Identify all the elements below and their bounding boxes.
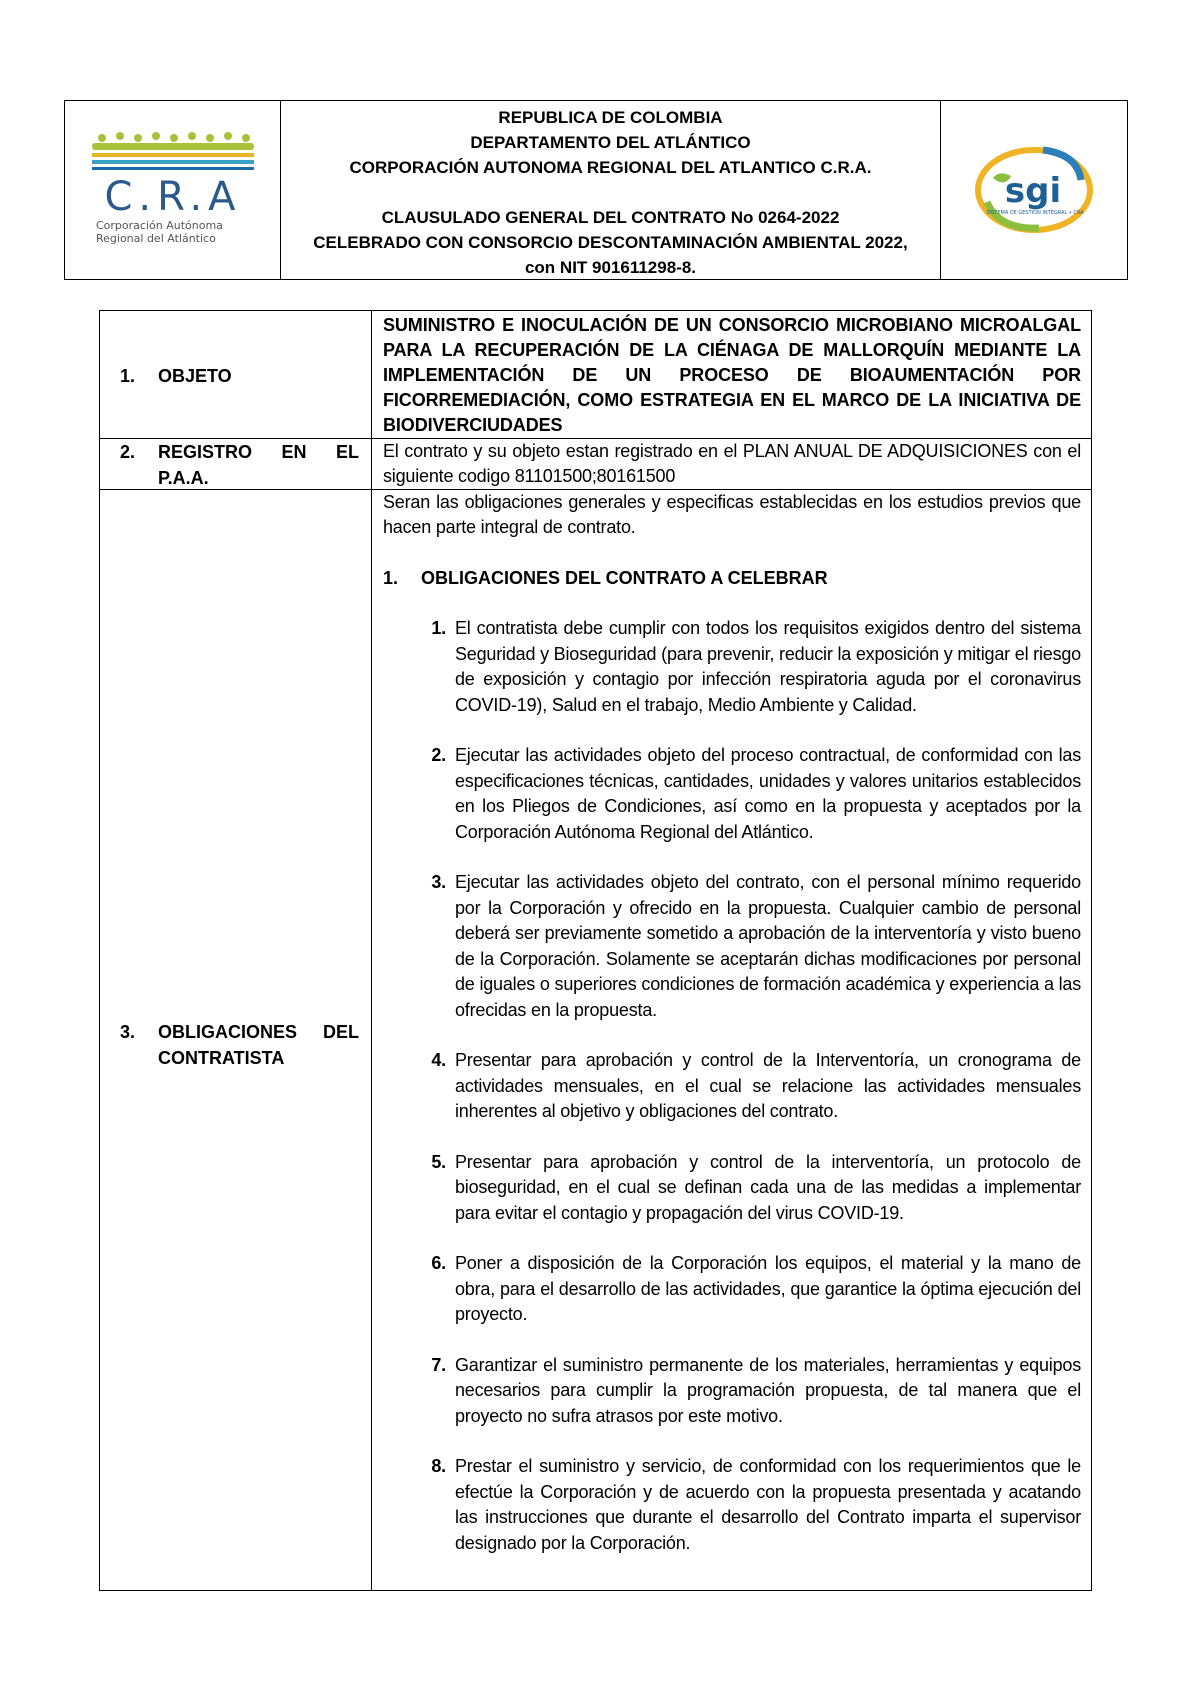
sgi-logo [969,140,1099,240]
header-contract-line-3: con NIT 901611298-8. [524,258,697,277]
header-title-block [281,101,941,279]
obligation-text: Ejecutar las actividades objeto del contrato, con el personal mínimo requerido por la Corporación y ofrecido en la propuesta. Cualquier cambio de personal deberá ser previamente sometido a aprobación de la interventoría y visto bueno de la Corporación. Solamente se aceptarán dichas modificaciones por personal de iguales o superiores condiciones de formación académica y experiencia a las ofrecidas en la propuesta. [455,872,1081,1020]
header-title-line-3: CORPORACIÓN AUTONOMA REGIONAL DEL ATLANTICO C.R.A. [349,158,872,177]
obligation-item [383,1048,1081,1125]
row-registro-label-line-1: REGISTRO EN EL [158,442,359,462]
cra-logo-cell [65,101,281,279]
header-contract-line-1: CLAUSULADO GENERAL DEL CONTRATO No 0264-2022 [381,208,840,227]
obligations-list [383,616,1081,1556]
obligation-number: 2. [431,745,446,765]
row-registro-label-line-2: P.A.A. [158,468,209,488]
row-obligaciones-label-line-2: CONTRATISTA [158,1048,285,1068]
obligation-text: Prestar el suministro y servicio, de conformidad con los requerimientos que le efectúe la Corporación y de acuerdo con la propuesta presentada y acatando las instrucciones que durante el desarrollo del Contrato imparta el supervisor designado por la Corporación. [455,1456,1081,1553]
row-obligaciones-label-cell [100,490,372,1590]
obligation-item [383,1150,1081,1227]
obligation-item [383,1353,1081,1430]
obligation-item [383,870,1081,1023]
row-obligaciones [100,490,1091,1590]
obligation-number: 6. [431,1253,446,1273]
document-header [64,100,1128,280]
obligation-text: El contratista debe cumplir con todos los requisitos exigidos dentro del sistema Seguridad y Bioseguridad (para prevenir, reducir la exposición y mitigar el riesgo de exposición y contagio por infección respiratoria aguda por el coronavirus COVID-19), Salud en el trabajo, Medio Ambiente y Calidad. [455,618,1081,715]
cra-logo-subtitle-1: Corporación Autónoma [95,219,223,232]
obligation-number: 4. [431,1050,446,1070]
row-objeto-label: OBJETO [158,366,232,386]
row-objeto-content-cell [372,311,1091,438]
obligation-text: Presentar para aprobación y control de la interventoría, un protocolo de bioseguridad, en el cual se definan cada una de las medidas a implementar para evitar el contagio y propagación del virus COVID-19. [455,1151,1081,1223]
obligaciones-section-title [383,566,1081,591]
section-number: 1. [383,568,399,588]
cra-logo-text: C.R.A [103,174,242,220]
row-obligaciones-content-cell [372,490,1091,1590]
obligation-number: 8. [431,1456,446,1476]
obligation-number: 3. [431,872,446,892]
obligation-text: Garantizar el suministro permanente de los materiales, herramientas y equipos necesarios para cumplir la programación propuesta, de tal manera que el proyecto no sufra atrasos por este motivo. [455,1354,1081,1426]
obligation-number: 7. [431,1354,446,1375]
sgi-logo-text: sgi [1004,171,1062,211]
objeto-description: SUMINISTRO E INOCULACIÓN DE UN CONSORCIO MICROBIANO MICROALGAL PARA LA RECUPERACIÓN DE LA CIÉNAGA DE MALLORQUÍN MEDIANTE LA IMPLEMENTACIÓN DE UN PROCESO DE BIOAUMENTACIÓN POR FICORREMEDIACIÓN, COMO ESTRATEGIA EN EL MARCO DE LA INICIATIVA DE BIODIVERCIUDADES [383,315,1081,435]
obligation-number: 1. [431,618,446,638]
sgi-logo-subtitle: SISTEMA DE GESTIÓN INTEGRAL • CRA [986,210,1084,216]
obligation-number: 5. [431,1151,446,1172]
obligaciones-intro: Seran las obligaciones generales y especificas establecidas en los estudios previos que hacen parte integral de contrato. [383,492,1081,537]
row-registro-content-cell [372,439,1091,489]
row-objeto-number: 1. [120,366,136,386]
obligation-item [383,1454,1081,1556]
row-objeto [100,311,1091,439]
cra-logo-subtitle-2: Regional del Atlántico [95,232,216,245]
header-contract-line-2: CELEBRADO CON CONSORCIO DESCONTAMINACIÓN AMBIENTAL 2022, [313,233,908,252]
obligation-text: Presentar para aprobación y control de la Interventoría, un cronograma de actividades mensuales, en el cual se relacione las actividades mensuales inherentes al objetivo y obligaciones del contrato. [455,1050,1081,1121]
contract-clauses-table [99,310,1092,1591]
row-objeto-label-cell [100,311,372,438]
header-title-line-1: REPUBLICA DE COLOMBIA [498,108,723,127]
obligation-text: Poner a disposición de la Corporación los equipos, el material y la mano de obra, para el desarrollo de las actividades, que garantice la óptima ejecución del proyecto. [455,1253,1081,1324]
row-registro-paa [100,439,1091,490]
row-obligaciones-number: 3. [120,1022,136,1042]
obligation-item [383,1251,1081,1328]
registro-description: El contrato y su objeto estan registrado en el PLAN ANUAL DE ADQUISICIONES con el siguiente codigo 81101500;80161500 [383,441,1081,486]
row-registro-label-cell [100,439,372,489]
sgi-logo-cell [941,101,1127,279]
row-obligaciones-label-line-1: OBLIGACIONES DEL [158,1022,359,1042]
obligation-item [383,743,1081,845]
section-title-text: OBLIGACIONES DEL CONTRATO A CELEBRAR [421,568,828,588]
obligation-item [383,616,1081,718]
header-title-line-2: DEPARTAMENTO DEL ATLÁNTICO [470,133,751,152]
obligation-text: Ejecutar las actividades objeto del proceso contractual, de conformidad con las especificaciones técnicas, cantidades, unidades y valores unitarios establecidos en los Pliegos de Condiciones, así como en la propuesta y aceptados por la Corporación Autónoma Regional del Atlántico. [455,745,1081,842]
row-registro-number: 2. [120,442,136,462]
cra-logo [88,130,258,250]
